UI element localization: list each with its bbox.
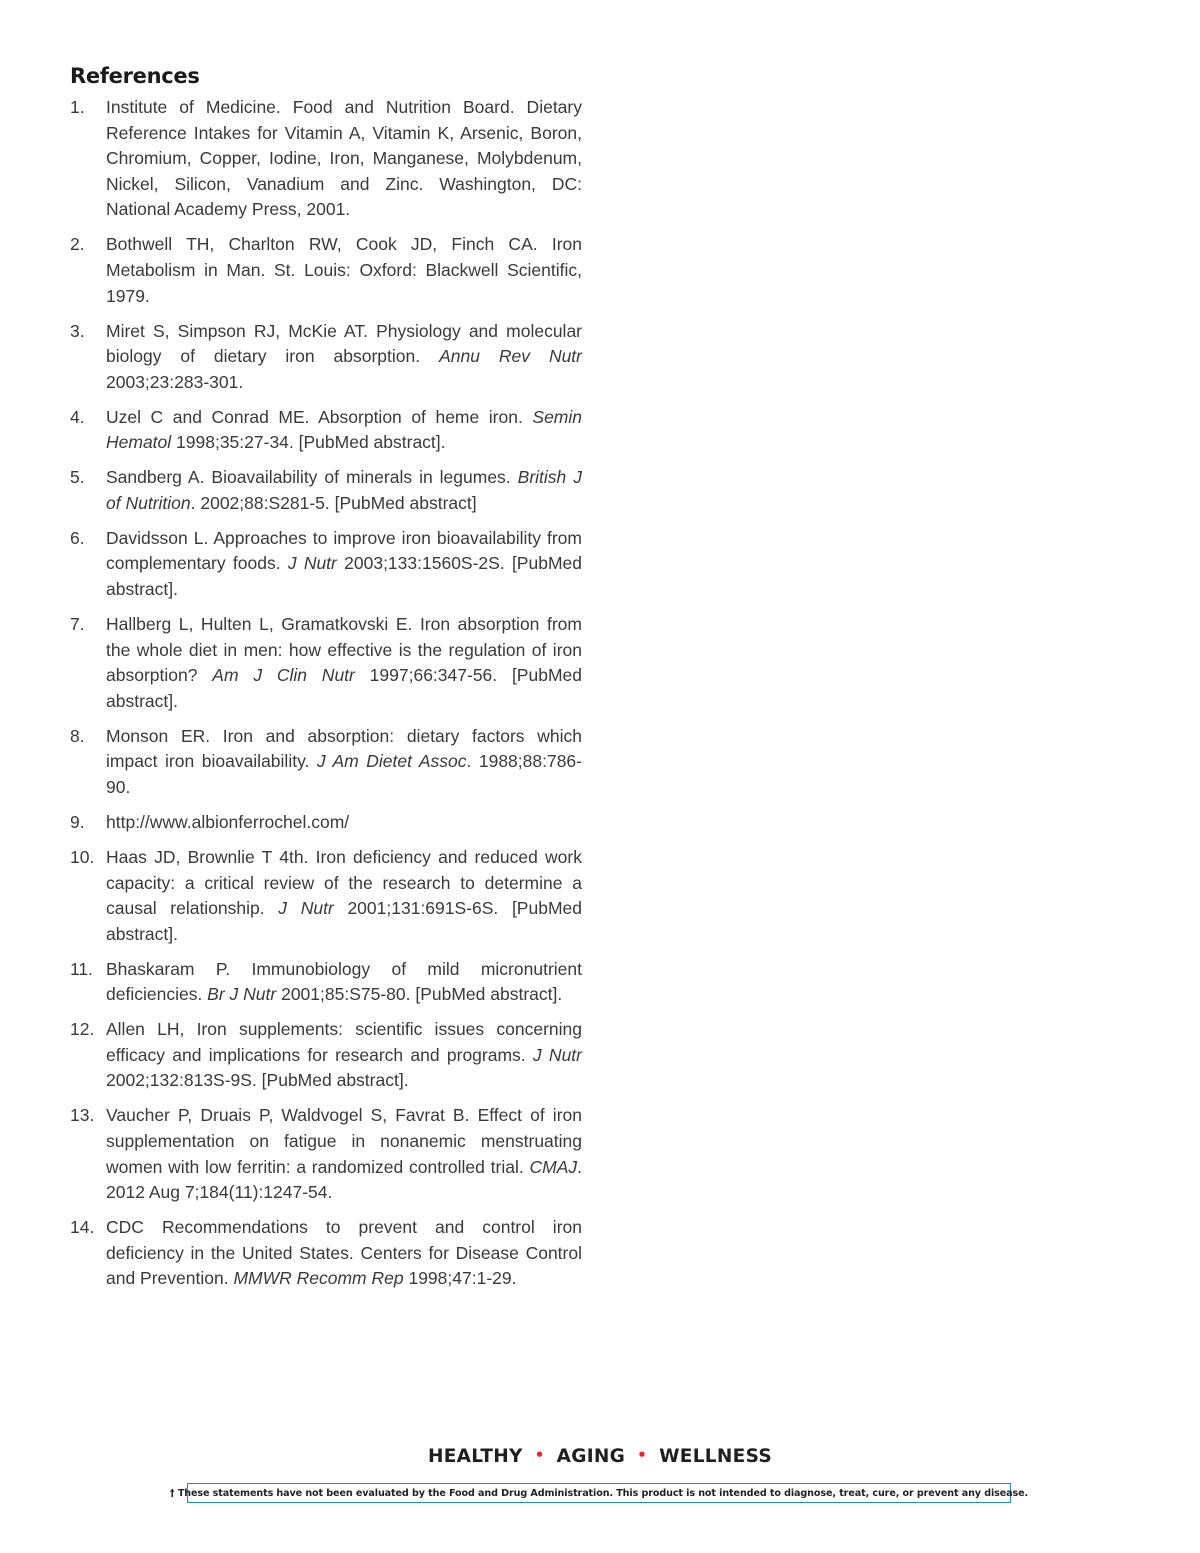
reference-journal: J Nutr xyxy=(532,1044,582,1065)
reference-text: Bhaskaram P. Immunobiology of mild micronutrient deficiencies. xyxy=(106,958,582,1005)
reference-text: 1998;35:27-34. [PubMed abstract]. xyxy=(171,432,446,453)
reference-number: 14. xyxy=(70,1217,95,1238)
reference-text: Hallberg L, Hulten L, Gramatkovski E. Iron absorption from the whole diet in men: how effective is the regulation of iron absorption? xyxy=(106,614,582,686)
reference-text: . 2012 Aug 7;184(11):1247-54. xyxy=(106,1156,582,1203)
reference-number: 7. xyxy=(70,614,85,635)
reference-number: 3. xyxy=(70,320,85,341)
reference-item xyxy=(70,319,582,396)
reference-text: Vaucher P, Druais P, Waldvogel S, Favrat B. Effect of iron supplementation on fatigue in nonanemic menstruating women with low ferritin: a randomized controlled trial. xyxy=(106,1105,582,1177)
fda-disclaimer-box xyxy=(169,1483,1029,1503)
reference-text: 2002;132:813S-9S. [PubMed abstract]. xyxy=(106,1070,409,1091)
tagline-separator: • xyxy=(534,1446,545,1464)
references-list xyxy=(70,95,582,1301)
reference-number: 6. xyxy=(70,527,85,548)
reference-item xyxy=(70,612,582,714)
reference-journal: MMWR Recomm Rep xyxy=(233,1268,404,1289)
reference-text: 1997;66:347-56. [PubMed abstract]. xyxy=(106,665,582,711)
reference-journal: CMAJ xyxy=(529,1156,578,1177)
reference-journal: J Nutr xyxy=(278,898,334,919)
reference-journal: J Nutr xyxy=(287,553,337,574)
reference-journal: Semin Hematol xyxy=(106,406,582,453)
reference-text: Allen LH, Iron supplements: scientific issues concerning efficacy and implications for research and programs. xyxy=(106,1019,582,1065)
reference-text: Institute of Medicine. Food and Nutrition Board. Dietary Reference Intakes for Vitamin A, Vitamin K, Arsenic, Boron, Chromium, Copper, Iodine, Iron, Manganese, Molybdenum, Nickel, Silicon, Vanadium and Zinc. Washington, DC: National Academy Press, 2001. xyxy=(106,97,582,220)
reference-text: Monson ER. Iron and absorption: dietary factors which impact iron bioavailability. xyxy=(106,725,582,772)
reference-number: 2. xyxy=(70,234,85,255)
reference-text: 2001;131:691S-6S. [PubMed abstract]. xyxy=(106,898,582,944)
reference-number: 4. xyxy=(70,406,85,427)
reference-item xyxy=(70,405,582,456)
reference-item xyxy=(70,232,582,309)
reference-text: Uzel C and Conrad ME. Absorption of heme iron. xyxy=(106,406,533,427)
reference-journal: J Am Dietet Assoc xyxy=(316,751,467,772)
reference-text: Sandberg A. Bioavailability of minerals in legumes. xyxy=(106,467,518,488)
reference-item xyxy=(70,526,582,603)
reference-item xyxy=(70,1017,582,1094)
tagline-wellness: WELLNESS xyxy=(659,1446,773,1467)
tagline-aging: AGING xyxy=(556,1446,626,1467)
reference-item xyxy=(70,845,582,947)
reference-number: 13. xyxy=(70,1105,95,1126)
reference-journal: Br J Nutr xyxy=(207,984,277,1005)
reference-text: Haas JD, Brownlie T 4th. Iron deficiency and reduced work capacity: a critical review of the research to determine a causal relationship. xyxy=(106,846,582,919)
reference-journal: Annu Rev Nutr xyxy=(439,346,582,367)
reference-number: 10. xyxy=(70,846,95,867)
fda-disclaimer-text: † These statements have not been evaluated by the Food and Drug Administration. This product is not intended to diagnose, treat, cure, or prevent any disease. xyxy=(169,1487,1029,1499)
reference-item xyxy=(70,95,582,223)
footer-tagline xyxy=(0,1446,1200,1467)
reference-journal: British J of Nutrition xyxy=(106,467,582,513)
reference-text: CDC Recommendations to prevent and control iron deficiency in the United States. Centers for Disease Control and Prevention. xyxy=(106,1217,582,1289)
reference-journal: Am J Clin Nutr xyxy=(212,665,355,686)
tagline-separator: • xyxy=(637,1446,648,1464)
reference-number: 12. xyxy=(70,1019,95,1040)
reference-text: 2001;85:S75-80. [PubMed abstract]. xyxy=(276,984,563,1005)
reference-item xyxy=(70,465,582,516)
reference-item xyxy=(70,810,582,836)
reference-text: 2003;133:1560S-2S. [PubMed abstract]. xyxy=(106,553,582,600)
reference-text: . 1988;88:786-90. xyxy=(106,751,582,797)
reference-item xyxy=(70,957,582,1008)
reference-text: Davidsson L. Approaches to improve iron bioavailability from complementary foods. xyxy=(106,527,582,574)
reference-text: . 2002;88:S281-5. [PubMed abstract] xyxy=(190,492,477,513)
reference-number: 1. xyxy=(70,97,85,117)
reference-text: Miret S, Simpson RJ, McKie AT. Physiology and molecular biology of dietary iron absorption. xyxy=(106,320,582,367)
reference-number: 8. xyxy=(70,725,85,746)
reference-item xyxy=(70,1103,582,1205)
reference-number: 9. xyxy=(70,811,85,832)
reference-text: 1998;47:1-29. xyxy=(403,1268,517,1289)
tagline-healthy: HEALTHY xyxy=(427,1446,523,1467)
reference-item xyxy=(70,1215,582,1292)
reference-text: Bothwell TH, Charlton RW, Cook JD, Finch CA. Iron Metabolism in Man. St. Louis: Oxford: Blackwell Scientific, 1979. xyxy=(106,234,582,306)
reference-text: 2003;23:283-301. xyxy=(106,371,244,392)
reference-number: 11. xyxy=(70,958,94,979)
reference-text: http://www.albionferrochel.com/ xyxy=(106,811,350,832)
reference-item xyxy=(70,724,582,801)
reference-number: 5. xyxy=(70,467,85,488)
references-heading: References xyxy=(70,64,200,88)
